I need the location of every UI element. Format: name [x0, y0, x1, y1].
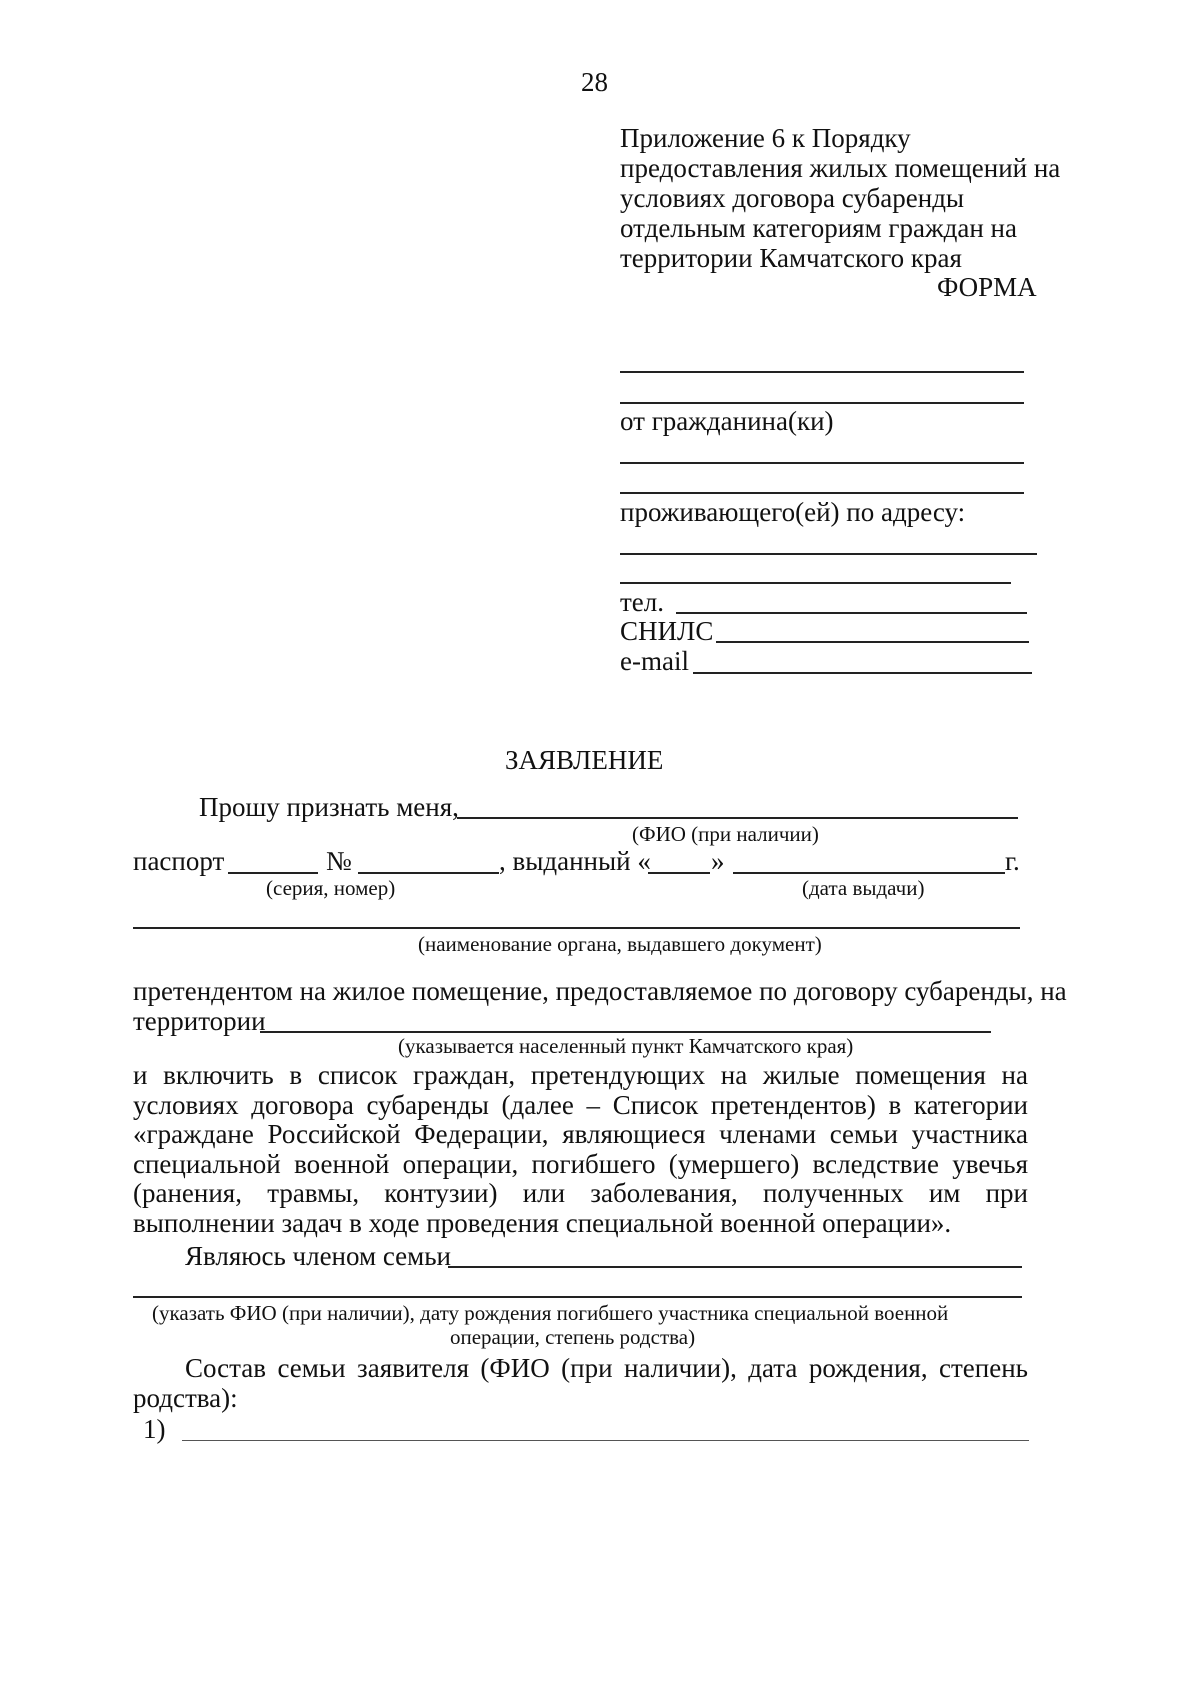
family-composition-label: Состав семьи заявителя (ФИО (при наличии), дата рождения, степень родства): [133, 1353, 1028, 1413]
residing-at-label: проживающего(ей) по адресу: [620, 497, 966, 527]
citizen-name-line[interactable] [620, 462, 1024, 464]
quote-close: » [711, 846, 725, 876]
addressee-field-line[interactable] [620, 371, 1024, 373]
address-line[interactable] [620, 582, 1011, 584]
number-sign: № [326, 846, 352, 876]
issuing-authority-caption: (наименование органа, выдавшего документ) [418, 932, 822, 956]
appendix-line: территории Камчатского края [620, 243, 962, 273]
phone-label: тел. [620, 587, 665, 617]
family-item-number: 1) [143, 1414, 166, 1444]
from-citizen-label: от гражданина(ки) [620, 406, 834, 436]
phone-field-line[interactable] [676, 612, 1027, 614]
passport-series-line[interactable] [228, 872, 318, 874]
address-line[interactable] [620, 553, 1037, 555]
email-label: e-mail [620, 646, 689, 676]
appendix-line: условиях договора субаренды [620, 183, 965, 213]
family-caption: (указать ФИО (при наличии), дату рождения погибшего участника специальной военной [152, 1301, 949, 1325]
fio-caption: (ФИО (при наличии) [632, 822, 819, 846]
issuing-authority-line[interactable] [133, 927, 1020, 929]
family-caption: операции, степень родства) [450, 1325, 696, 1349]
fio-field-line[interactable] [457, 817, 1018, 819]
territory-field-line[interactable] [260, 1031, 991, 1033]
claimant-line: претендентом на жилое помещение, предоставляемое по договору субаренды, на [133, 976, 1067, 1006]
request-intro: Прошу признать меня, [199, 792, 459, 822]
appendix-line: предоставления жилых помещений на [620, 153, 1061, 183]
family-member-line[interactable] [182, 1440, 1029, 1441]
document-title: ЗАЯВЛЕНИЕ [505, 745, 664, 775]
issue-date-caption: (дата выдачи) [802, 876, 925, 900]
territory-label: территории [133, 1006, 266, 1036]
issue-date-line[interactable] [733, 872, 1005, 874]
passport-label: паспорт [133, 846, 225, 876]
addressee-field-line[interactable] [620, 402, 1024, 404]
year-suffix: г. [1005, 846, 1020, 876]
page-number: 28 [581, 67, 608, 97]
series-number-caption: (серия, номер) [266, 876, 396, 900]
issue-day-line[interactable] [648, 872, 710, 874]
email-field-line[interactable] [693, 672, 1032, 674]
snils-field-line[interactable] [716, 641, 1029, 643]
form-label: ФОРМА [937, 272, 1037, 302]
family-member-label: Являюсь членом семьи [185, 1241, 451, 1271]
deceased-info-line[interactable] [133, 1296, 1022, 1298]
citizen-name-line[interactable] [620, 492, 1024, 494]
snils-label: СНИЛС [620, 616, 714, 646]
appendix-line: отдельным категориям граждан на [620, 213, 1017, 243]
issued-label: , выданный « [499, 846, 651, 876]
deceased-info-line[interactable] [448, 1266, 1022, 1268]
passport-number-line[interactable] [358, 872, 499, 874]
territory-caption: (указывается населенный пункт Камчатского края) [398, 1034, 854, 1058]
appendix-line: Приложение 6 к Порядку [620, 123, 911, 153]
request-paragraph: и включить в список граждан, претендующих на жилые помещения на условиях договора субаренды (далее – Список претендентов) в категории «граждане Российской Федерации, являющиеся членами семьи участника специальной военной операции, погибшего (умершего) вследствие увечья (ранения, травмы, контузии) или заболевания, полученных им при выполнении задач в ходе проведения специальной военной операции». [133, 1060, 1028, 1238]
